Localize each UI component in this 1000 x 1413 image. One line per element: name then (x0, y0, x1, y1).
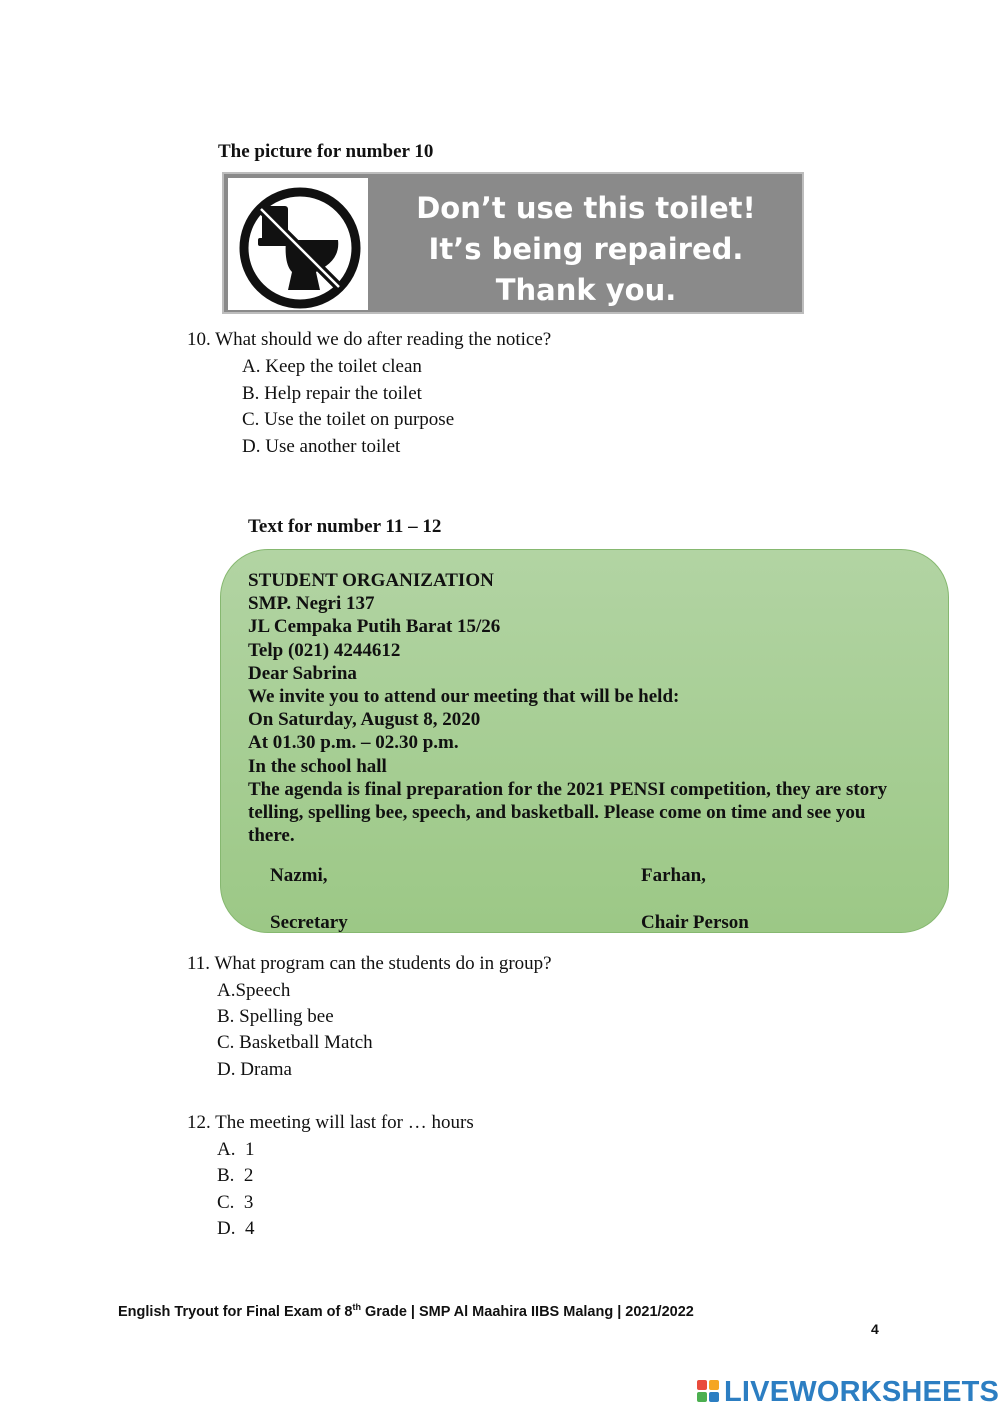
invitation-greeting: Dear Sabrina (248, 662, 357, 684)
invitation-time: At 01.30 p.m. – 02.30 p.m. (248, 732, 459, 754)
q10-option-a[interactable]: A. Keep the toilet clean (242, 356, 422, 377)
notice-line-1: Don’t use this toilet! (416, 191, 756, 225)
invitation-phone: Telp (021) 4244612 (248, 639, 401, 661)
page-number: 4 (871, 1321, 879, 1337)
notice-line-3: Thank you. (495, 273, 677, 307)
question-12: 12. The meeting will last for … hours (187, 1112, 474, 1133)
page-footer (118, 1302, 694, 1320)
notice-text (374, 188, 798, 311)
q10-option-b[interactable]: B. Help repair the toilet (242, 383, 422, 404)
q12-option-c[interactable]: C. 3 (217, 1192, 254, 1213)
question-11: 11. What program can the students do in group? (187, 953, 552, 974)
q11-option-c[interactable]: C. Basketball Match (217, 1032, 373, 1053)
question-10: 10. What should we do after reading the notice? (187, 329, 552, 350)
footer-text-after: Grade | SMP Al Maahira IIBS Malang | 2021/2022 (360, 1303, 694, 1320)
q12-option-a[interactable]: A. 1 (217, 1139, 255, 1160)
q11-option-a[interactable]: A.Speech (217, 980, 291, 1001)
notice-sign (222, 172, 804, 314)
text-heading: Text for number 11 – 12 (248, 516, 442, 537)
footer-text-before: English Tryout for Final Exam of 8 (118, 1303, 353, 1320)
invitation-agenda: The agenda is final preparation for the 2021 PENSI competition, they are story telling, spelling bee, speech, and basketball. Please come on time and see you there. (248, 778, 888, 847)
signature-left-role: Secretary (270, 912, 348, 933)
q12-option-b[interactable]: B. 2 (217, 1165, 254, 1186)
liveworksheets-watermark[interactable] (697, 1375, 999, 1409)
no-toilet-icon (228, 178, 368, 310)
q11-option-b[interactable]: B. Spelling bee (217, 1006, 334, 1027)
invitation-intro: We invite you to attend our meeting that will be held: (248, 686, 680, 708)
invitation-card (220, 549, 949, 933)
invitation-school: SMP. Negri 137 (248, 593, 375, 615)
invitation-place: In the school hall (248, 755, 387, 777)
signature-left-name: Nazmi, (270, 865, 328, 886)
notice-line-2: It’s being repaired. (428, 232, 744, 266)
picture-heading: The picture for number 10 (218, 141, 434, 162)
signature-right-name: Farhan, (641, 865, 706, 886)
liveworksheets-text: LIVEWORKSHEETS (724, 1375, 1000, 1408)
invitation-address: JL Cempaka Putih Barat 15/26 (248, 616, 501, 638)
q11-option-d[interactable]: D. Drama (217, 1059, 292, 1080)
q10-option-c[interactable]: C. Use the toilet on purpose (242, 409, 455, 430)
invitation-date: On Saturday, August 8, 2020 (248, 709, 481, 731)
footer-sup: th (352, 1302, 361, 1312)
signature-right-role: Chair Person (641, 912, 749, 933)
liveworksheets-logo-icon (697, 1380, 721, 1404)
invitation-org: STUDENT ORGANIZATION (248, 570, 494, 591)
q10-option-d[interactable]: D. Use another toilet (242, 436, 401, 457)
q12-option-d[interactable]: D. 4 (217, 1218, 255, 1239)
